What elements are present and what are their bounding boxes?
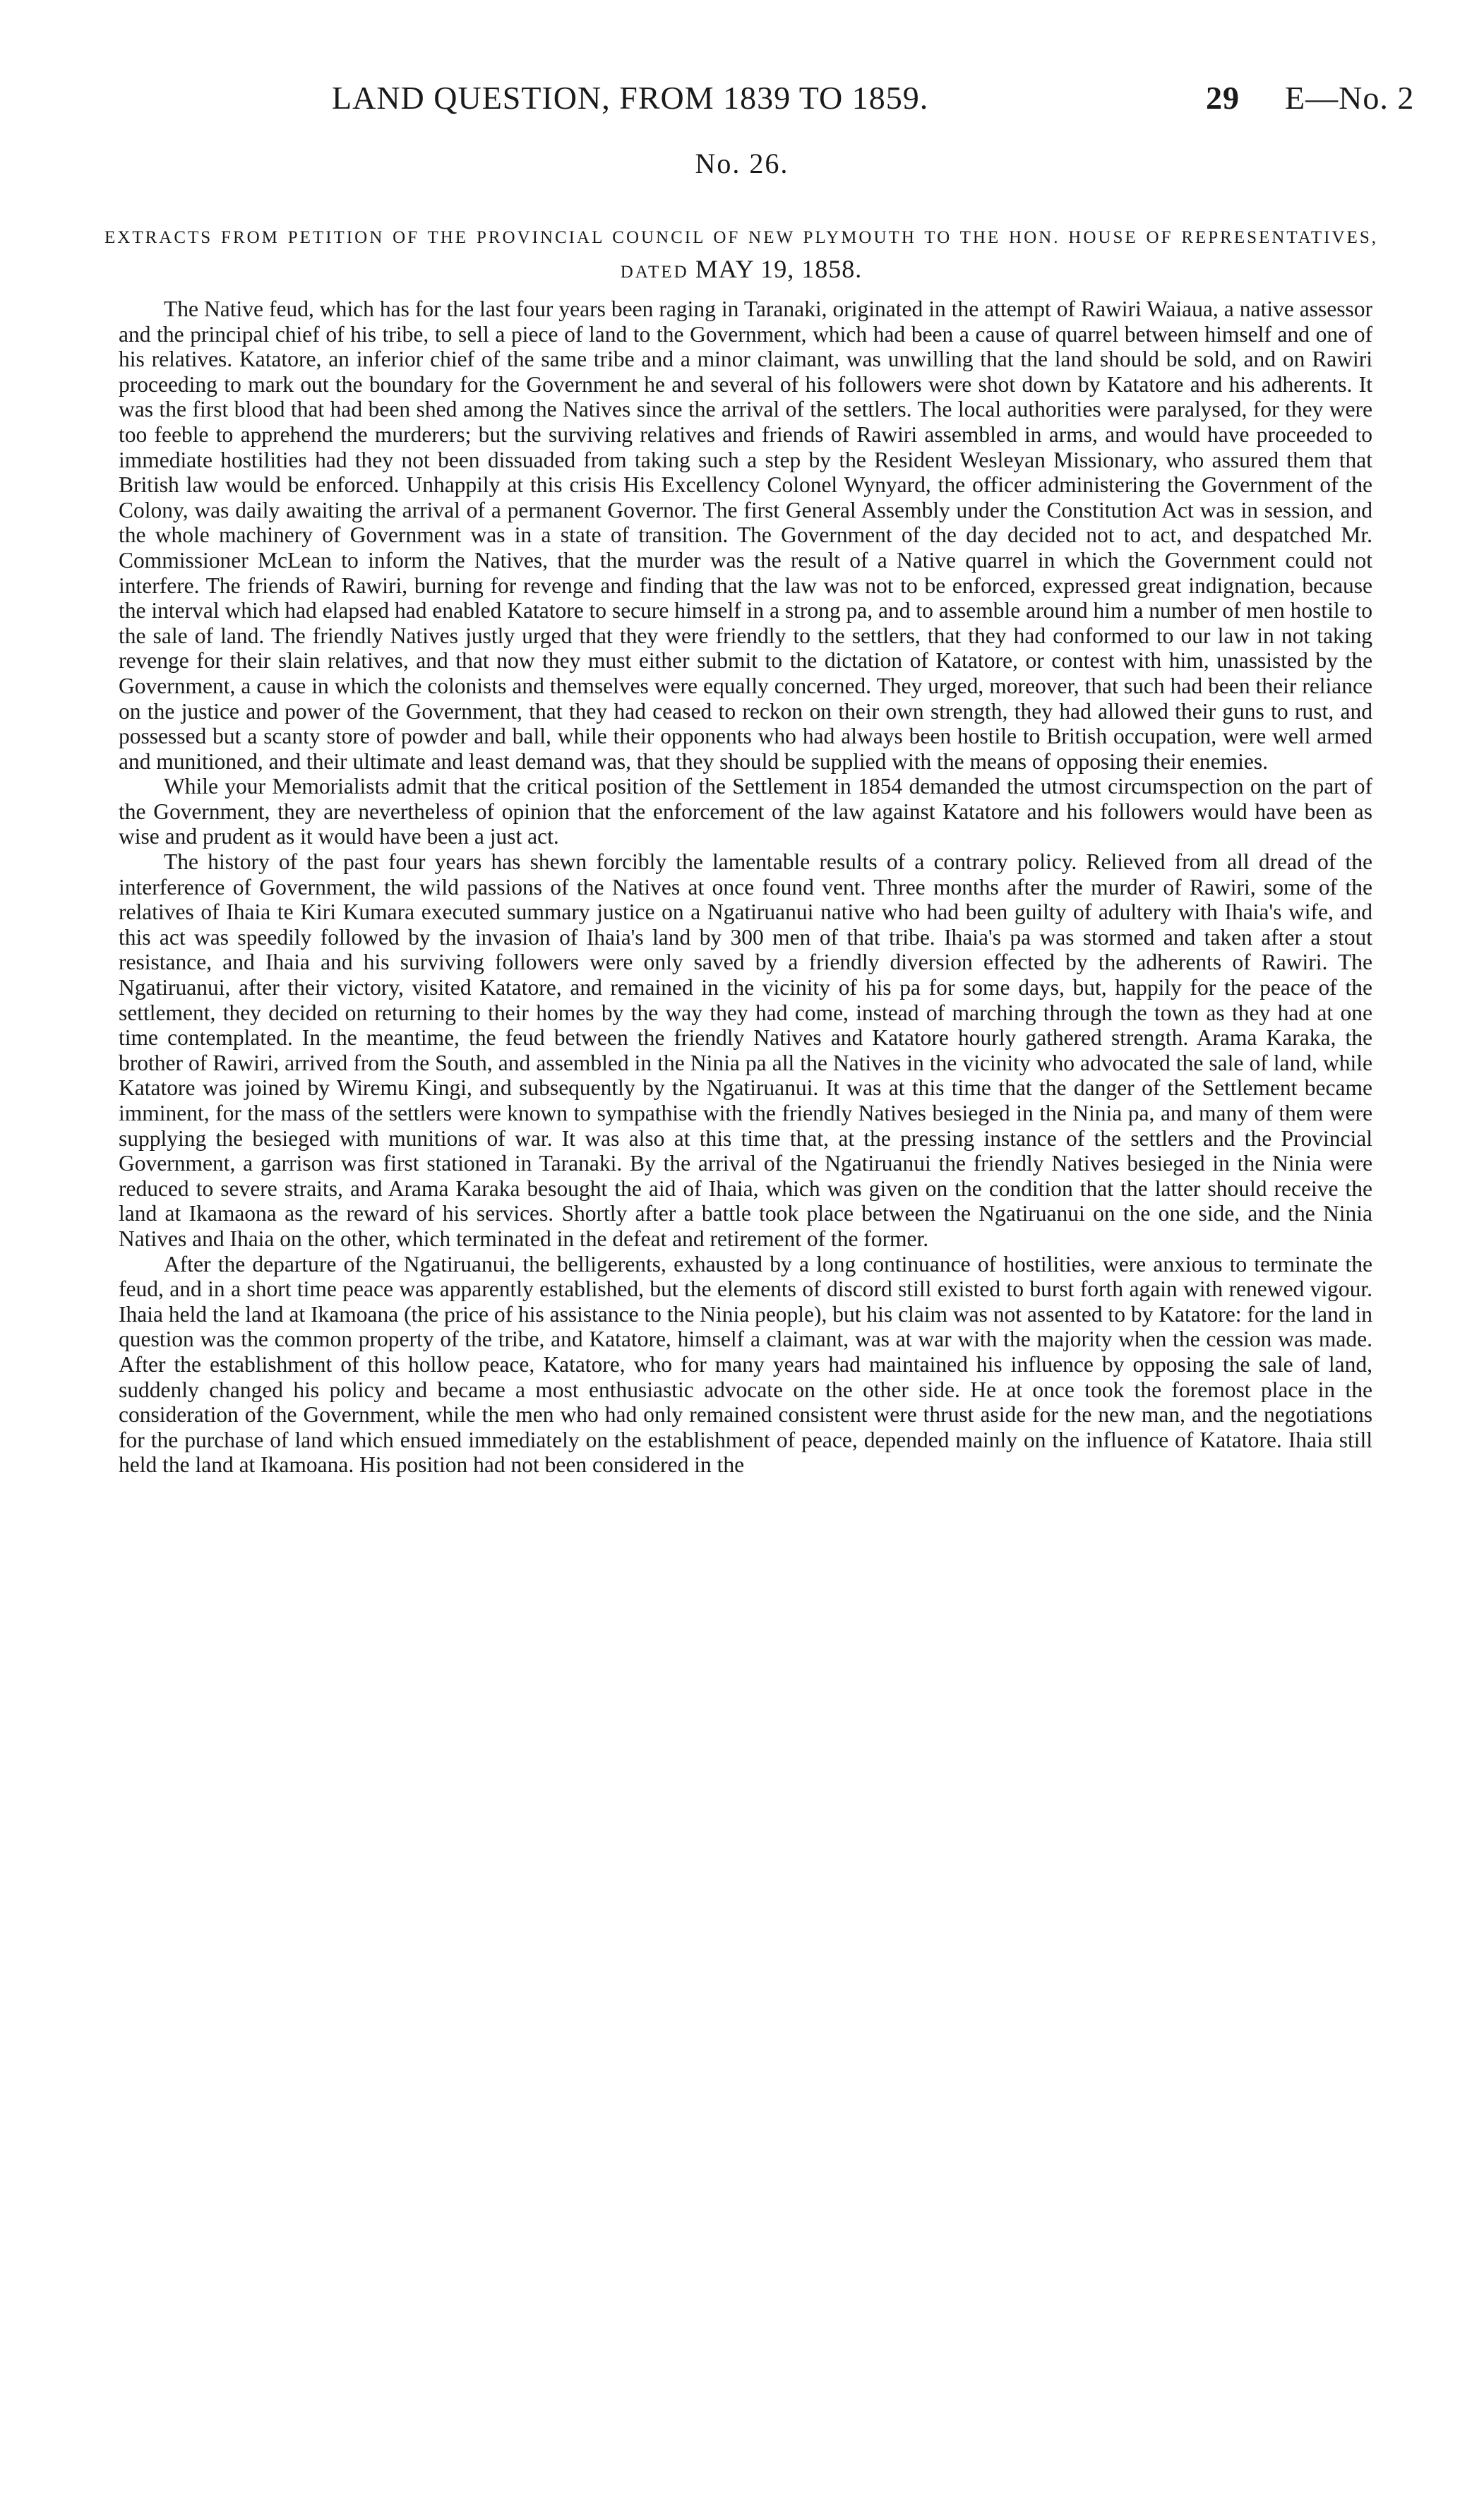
running-head-title: LAND QUESTION, FROM 1839 TO 1859. [332, 80, 929, 116]
paper-number: E—No. 2 [1285, 80, 1415, 116]
page-number: 29 [1206, 80, 1240, 116]
paragraph-4: After the departure of the Ngatiruanui, the belligerents, exhausted by a long continuance of hostilities, were anxious to terminate the feud, and in a short time peace was apparently established, but the elements of discord still existed to burst forth again with renewed vigour. Ihaia held the land at Ikamoana (the price of his assistance to the Ninia people), but his claim was not assented to by Katatore: for the land in question was the common property of the tribe, and Katatore, himself a claimant, was at war with the majority when the cession was made. After the establishment of this hollow peace, Katatore, who for many years had maintained his influence by opposing the sale of land, suddenly changed his policy and became a most enthusiastic advocate on the other side. He at once took the foremost place in the consideration of the Government, while the men who had only remained consistent were thrust aside for the new man, and the negotiations for the purchase of land which ensued immediately on the establishment of peace, depended mainly on the influence of Katatore. Ihaia still held the land at Ikamoana. His position had not been considered in the [119, 1251, 1372, 1478]
document-heading [104, 222, 1378, 288]
document-number: No. 26. [695, 148, 789, 179]
document-heading-date: MAY 19, 1858. [695, 255, 863, 283]
paragraph-1: The Native feud, which has for the last four years been raging in Taranaki, originated in the attempt of Rawiri Waiaua, a native assessor and the principal chief of his tribe, to sell a piece of land to the Government, which had been a cause of quarrel between himself and one of his relatives. Katatore, an inferior chief of the same tribe and a minor claimant, was unwilling that the land should be sold, and on Rawiri proceeding to mark out the boundary for the Government he and several of his followers were shot down by Katatore and his adherents. It was the first blood that had been shed among the Natives since the arrival of the settlers. The local authorities were paralysed, for they were too feeble to apprehend the murderers; but the surviving relatives and friends of Rawiri assembled in arms, and would have proceeded to immediate hostilities had they not been dissuaded from taking such a step by the Resident Wesleyan Missionary, who assured them that British law would be enforced. Unhappily at this crisis His Excellency Colonel Wynyard, the officer administering the Government of the Colony, was daily awaiting the arrival of a permanent Governor. The first General Assembly under the Constitution Act was in session, and the whole machinery of Government was in a state of transition. The Government of the day decided not to act, and despatched Mr. Commissioner McLean to inform the Natives, that the murder was the result of a Native quarrel in which the Government could not interfere. The friends of Rawiri, burning for revenge and finding that the law was not to be enforced, expressed great indignation, because the interval which had elapsed had enabled Katatore to secure himself in a strong pa, and to assemble around him a number of men hostile to the sale of land. The friendly Natives justly urged that they were friendly to the settlers, that they had conformed to our law in not taking revenge for their slain relatives, and that now they must either submit to the dictation of Katatore, or contest with him, unassisted by the Government, a cause in which the colonists and themselves were equally concerned. They urged, moreover, that such had been their reliance on the justice and power of the Government, that they had ceased to reckon on their own strength, they had allowed their guns to rust, and possessed but a scanty store of powder and ball, while their opponents who had always been hostile to British occupation, were well armed and munitioned, and their ultimate and least demand was, that they should be supplied with the means of opposing their enemies. [119, 297, 1372, 774]
document-heading-text: EXTRACTS FROM PETITION OF THE PROVINCIAL COUNCIL OF NEW PLYMOUTH TO THE HON. HOUSE OF REPRESENTATIVES, DATED [104, 228, 1378, 282]
paragraph-3: The history of the past four years has shewn forcibly the lamentable results of a contrary policy. Relieved from all dread of the interference of Government, the wild passions of the Natives at once found vent. Three months after the murder of Rawiri, some of the relatives of Ihaia te Kiri Kumara executed summary justice on a Ngatiruanui native who had been guilty of adultery with Ihaia's wife, and this act was speedily followed by the invasion of Ihaia's land by 300 men of that tribe. Ihaia's pa was stormed and taken after a stout resistance, and Ihaia and his surviving followers were only saved by a friendly diversion effected by the adherents of Rawiri. The Ngatiruanui, after their victory, visited Katatore, and remained in the vicinity of his pa for some days, but, happily for the peace of the settlement, they decided on returning to their homes by the way they had come, instead of marching through the town as they had at one time contemplated. In the meantime, the feud between the friendly Natives and Katatore hourly gathered strength. Arama Karaka, the brother of Rawiri, arrived from the South, and assembled in the Ninia pa all the Natives in the vicinity who advocated the sale of land, while Katatore was joined by Wiremu Kingi, and subsequently by the Ngatiruanui. It was at this time that the danger of the Settlement became imminent, for the mass of the settlers were known to sympathise with the friendly Natives besieged in the Ninia pa, and many of them were supplying the besieged with munitions of war. It was also at this time that, at the pressing instance of the settlers and the Provincial Government, a garrison was first stationed in Taranaki. By the arrival of the Ngatiruanui the friendly Natives besieged in the Ninia were reduced to severe straits, and Arama Karaka besought the aid of Ihaia, which was given on the condition that the latter should receive the land at Ikamaona as the reward of his services. Shortly after a battle took place between the Ngatiruanui on the one side, and the Ninia Natives and Ihaia on the other, which terminated in the defeat and retirement of the former. [119, 849, 1372, 1251]
document-body [119, 297, 1372, 1478]
running-head [0, 79, 1484, 121]
paragraph-2: While your Memorialists admit that the critical position of the Settlement in 1854 demanded the utmost circumspection on the part of the Government, they are nevertheless of opinion that the enforcement of the law against Katatore and his followers would have been as wise and prudent as it would have been a just act. [119, 774, 1372, 849]
